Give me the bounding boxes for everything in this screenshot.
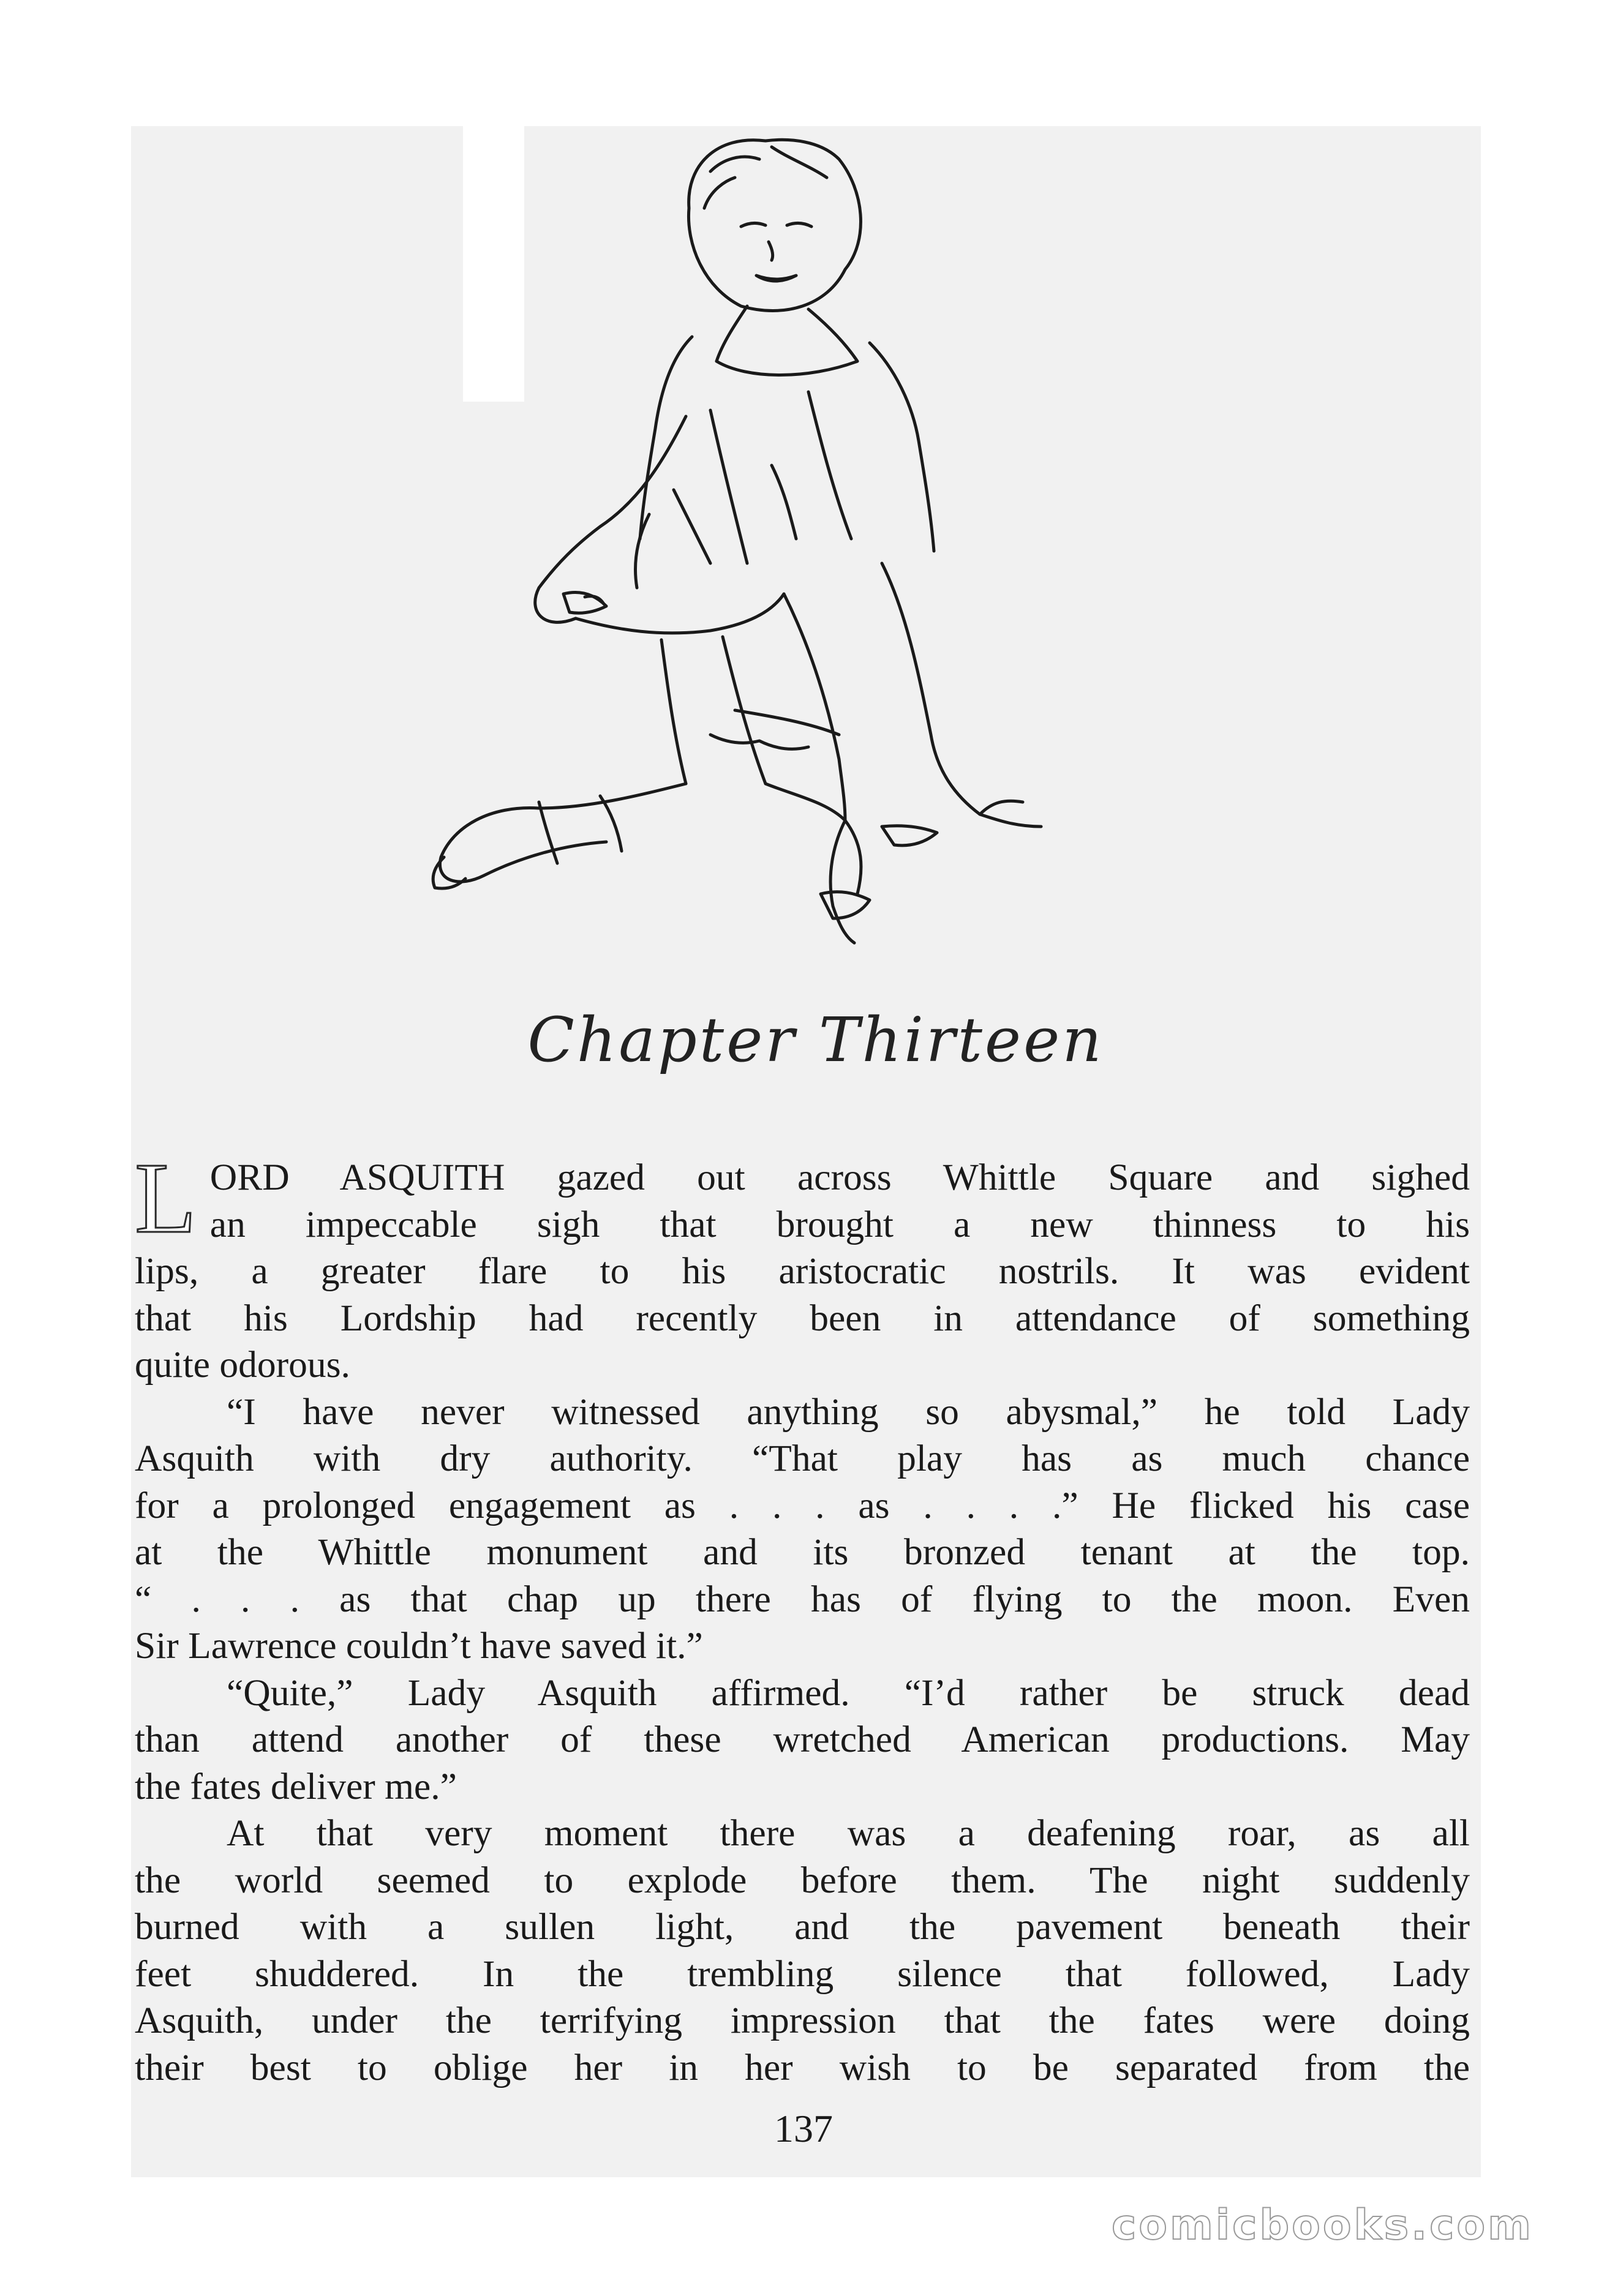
text-line: “Quite,” Lady Asquith affirmed. “I’d rather be struck dead: [227, 1671, 1470, 1714]
text-line: quite odorous.: [135, 1344, 350, 1386]
paragraph: [135, 1389, 1470, 1670]
text-line: At that very moment there was a deafening roar, as all: [227, 1812, 1470, 1854]
text-line: burned with a sullen light, and the pavement beneath their: [135, 1906, 1470, 1948]
chapter-heading-text: Chapter Thirteen: [527, 1004, 1104, 1076]
body-text: [135, 1142, 1470, 2091]
paragraph: [135, 1142, 1470, 1389]
text-line: the world seemed to explode before them. The night suddenly: [135, 1859, 1470, 1901]
text-line: “I have never witnessed anything so abysmal,” he told Lady: [227, 1390, 1470, 1433]
drop-cap: L: [135, 1142, 197, 1254]
paragraph: [135, 1670, 1470, 1810]
text-line: their best to oblige her in her wish to be separated from the: [135, 2046, 1470, 2088]
text-line: an impeccable sigh that brought a new thinness to his: [209, 1203, 1470, 1245]
page-number: 137: [774, 2107, 833, 2150]
text-line: Asquith with dry authority. “That play has as much chance: [135, 1438, 1470, 1479]
text-line: that his Lordship had recently been in attendance of something: [135, 1297, 1470, 1339]
text-line: “ . . . as that chap up there has of flying to the moon. Even: [135, 1578, 1470, 1620]
text-line: Sir Lawrence couldn’t have saved it.”: [135, 1625, 703, 1667]
chapter-illustration: [343, 122, 1053, 992]
watermark-logo: comicbooks.com: [1111, 2201, 1534, 2249]
text-line: for a prolonged engagement as . . . as . . . .” He flicked his case: [135, 1484, 1470, 1526]
text-line: the fates deliver me.”: [135, 1765, 457, 1807]
text-line: Asquith, under the terrifying impression that the fates were doing: [135, 2000, 1470, 2041]
text-line: feet shuddered. In the trembling silence that followed, Lady: [135, 1953, 1470, 1995]
text-line: than attend another of these wretched American productions. May: [135, 1719, 1470, 1760]
paragraph: [135, 1810, 1470, 2091]
chapter-heading: [0, 1004, 1607, 1096]
text-line: ORD ASQUITH gazed out across Whittle Square and sighed: [209, 1157, 1470, 1198]
text-line: at the Whittle monument and its bronzed tenant at the top.: [135, 1531, 1470, 1573]
text-line: lips, a greater flare to his aristocratic nostrils. It was evident: [135, 1250, 1470, 1292]
